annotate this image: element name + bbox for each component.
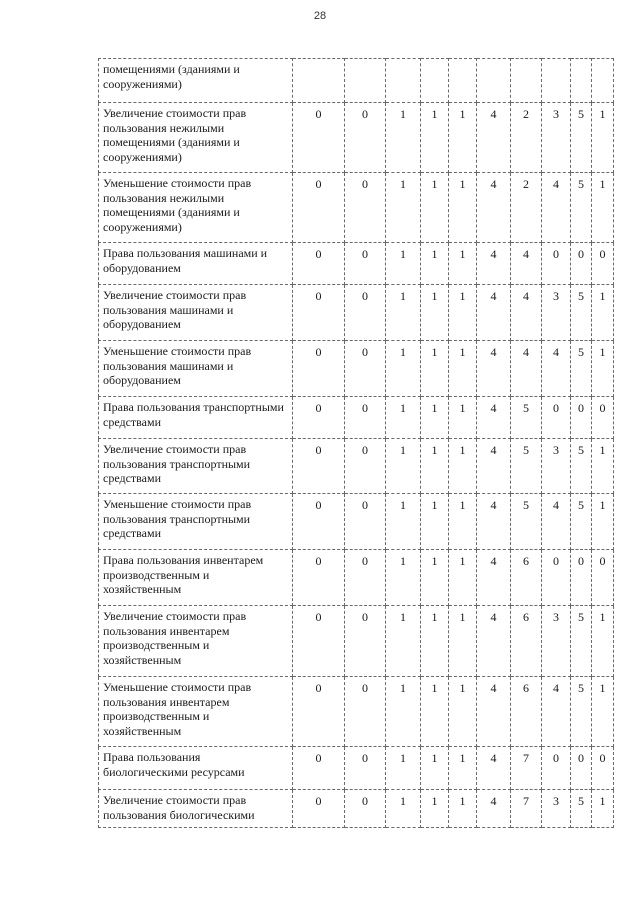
code-cell: 4 — [477, 341, 511, 397]
code-cell: 4 — [477, 747, 511, 790]
table-row — [99, 494, 614, 550]
code-cell: 5 — [571, 606, 592, 677]
code-cell: 0 — [592, 243, 614, 285]
code-cell: 0 — [542, 550, 571, 606]
code-cell: 5 — [571, 285, 592, 341]
code-cell: 1 — [421, 341, 449, 397]
code-cell: 5 — [571, 494, 592, 550]
code-cell: 1 — [449, 103, 477, 173]
code-cell: 5 — [571, 439, 592, 494]
code-cell: 4 — [477, 243, 511, 285]
code-cell: 4 — [477, 606, 511, 677]
table-row — [99, 397, 614, 439]
code-cell: 1 — [449, 494, 477, 550]
table-row — [99, 341, 614, 397]
code-cell: 4 — [477, 173, 511, 243]
code-cell: 7 — [511, 790, 542, 828]
code-cell: 1 — [421, 285, 449, 341]
code-cell: 4 — [477, 790, 511, 828]
code-cell: 0 — [592, 397, 614, 439]
code-cell: 2 — [511, 103, 542, 173]
code-cell: 1 — [421, 790, 449, 828]
code-cell: 4 — [477, 103, 511, 173]
code-cell — [449, 59, 477, 103]
code-cell: 1 — [386, 439, 421, 494]
code-cell: 3 — [542, 606, 571, 677]
row-label: Увеличение стоимости прав пользования машинами и оборудованием — [99, 285, 293, 341]
row-label: Права пользования биологическими ресурсами — [99, 747, 293, 790]
code-cell — [592, 59, 614, 103]
code-cell: 0 — [293, 790, 345, 828]
code-cell: 0 — [293, 397, 345, 439]
code-cell: 4 — [511, 341, 542, 397]
row-label: Уменьшение стоимости прав пользования нежилыми помещениями (зданиями и сооружениями) — [99, 173, 293, 243]
code-cell: 0 — [345, 606, 386, 677]
code-cell: 1 — [449, 397, 477, 439]
code-cell: 1 — [449, 173, 477, 243]
code-cell: 1 — [449, 677, 477, 747]
code-cell: 1 — [592, 341, 614, 397]
code-cell: 5 — [571, 790, 592, 828]
code-cell: 5 — [511, 439, 542, 494]
code-cell: 1 — [386, 103, 421, 173]
code-cell: 3 — [542, 790, 571, 828]
code-cell: 1 — [386, 243, 421, 285]
code-cell: 6 — [511, 550, 542, 606]
code-cell: 0 — [293, 103, 345, 173]
code-cell: 0 — [345, 341, 386, 397]
code-cell: 1 — [386, 341, 421, 397]
code-cell: 0 — [345, 494, 386, 550]
code-cell: 1 — [421, 243, 449, 285]
row-label: Увеличение стоимости прав пользования нежилыми помещениями (зданиями и сооружениями) — [99, 103, 293, 173]
code-cell: 4 — [477, 439, 511, 494]
code-cell: 0 — [345, 173, 386, 243]
code-cell: 1 — [421, 550, 449, 606]
code-cell: 1 — [592, 606, 614, 677]
code-cell: 1 — [449, 606, 477, 677]
code-cell: 1 — [421, 103, 449, 173]
table-row — [99, 173, 614, 243]
code-cell: 0 — [542, 397, 571, 439]
code-cell: 1 — [449, 747, 477, 790]
account-codes-table — [98, 58, 614, 828]
code-cell — [421, 59, 449, 103]
code-cell: 0 — [542, 243, 571, 285]
code-cell: 0 — [345, 103, 386, 173]
code-cell: 1 — [449, 439, 477, 494]
table-row — [99, 606, 614, 677]
code-cell: 0 — [345, 285, 386, 341]
code-cell: 5 — [511, 494, 542, 550]
code-cell: 0 — [293, 173, 345, 243]
code-cell: 0 — [345, 677, 386, 747]
code-cell: 0 — [345, 747, 386, 790]
code-cell: 0 — [542, 747, 571, 790]
code-cell: 0 — [293, 243, 345, 285]
code-cell: 7 — [511, 747, 542, 790]
code-cell: 0 — [293, 550, 345, 606]
page-number: 28 — [313, 10, 327, 22]
code-cell: 1 — [386, 397, 421, 439]
code-cell: 1 — [592, 173, 614, 243]
code-cell: 4 — [511, 285, 542, 341]
row-label: Увеличение стоимости прав пользования транспортными средствами — [99, 439, 293, 494]
code-cell: 4 — [477, 397, 511, 439]
table-row — [99, 59, 614, 103]
code-cell: 0 — [345, 790, 386, 828]
code-cell: 0 — [345, 243, 386, 285]
code-cell: 5 — [511, 397, 542, 439]
code-cell: 1 — [592, 677, 614, 747]
code-cell: 0 — [571, 397, 592, 439]
code-cell: 0 — [571, 747, 592, 790]
code-cell: 0 — [571, 550, 592, 606]
code-cell: 1 — [386, 285, 421, 341]
code-cell: 1 — [386, 790, 421, 828]
code-cell: 5 — [571, 173, 592, 243]
row-label: Права пользования инвентарем производственным и хозяйственным — [99, 550, 293, 606]
code-cell: 0 — [293, 494, 345, 550]
code-cell — [386, 59, 421, 103]
code-cell: 1 — [421, 397, 449, 439]
code-cell: 0 — [345, 550, 386, 606]
table-row — [99, 677, 614, 747]
code-cell: 6 — [511, 677, 542, 747]
code-cell: 6 — [511, 606, 542, 677]
table-row — [99, 790, 614, 828]
code-cell: 3 — [542, 285, 571, 341]
code-cell: 0 — [345, 439, 386, 494]
code-cell: 5 — [571, 103, 592, 173]
code-cell — [345, 59, 386, 103]
code-cell: 0 — [293, 747, 345, 790]
code-cell — [293, 59, 345, 103]
code-cell: 1 — [449, 550, 477, 606]
code-cell: 5 — [571, 677, 592, 747]
code-cell: 0 — [592, 550, 614, 606]
table-row — [99, 550, 614, 606]
code-cell: 3 — [542, 439, 571, 494]
code-cell: 1 — [421, 494, 449, 550]
code-cell: 3 — [542, 103, 571, 173]
code-cell: 1 — [386, 173, 421, 243]
table-row — [99, 439, 614, 494]
code-cell: 1 — [386, 677, 421, 747]
code-cell: 1 — [449, 341, 477, 397]
code-cell: 1 — [449, 790, 477, 828]
code-cell: 4 — [542, 173, 571, 243]
code-cell: 1 — [386, 747, 421, 790]
row-label: Уменьшение стоимости прав пользования инвентарем производственным и хозяйственным — [99, 677, 293, 747]
code-cell: 1 — [421, 606, 449, 677]
code-cell: 1 — [386, 494, 421, 550]
code-cell: 4 — [477, 494, 511, 550]
row-label: Права пользования машинами и оборудованием — [99, 243, 293, 285]
row-label: Уменьшение стоимости прав пользования машинами и оборудованием — [99, 341, 293, 397]
row-label: Права пользования транспортными средствами — [99, 397, 293, 439]
code-cell: 4 — [477, 285, 511, 341]
code-cell: 1 — [449, 243, 477, 285]
code-cell: 1 — [386, 606, 421, 677]
code-cell: 0 — [592, 747, 614, 790]
code-cell: 0 — [293, 285, 345, 341]
code-cell: 4 — [542, 341, 571, 397]
row-label: Уменьшение стоимости прав пользования транспортными средствами — [99, 494, 293, 550]
code-cell: 1 — [592, 439, 614, 494]
code-cell: 1 — [421, 677, 449, 747]
code-cell — [542, 59, 571, 103]
code-cell: 0 — [293, 677, 345, 747]
code-cell: 4 — [477, 677, 511, 747]
code-cell: 0 — [571, 243, 592, 285]
code-cell: 1 — [421, 439, 449, 494]
table-row — [99, 103, 614, 173]
code-cell: 1 — [421, 173, 449, 243]
table-row — [99, 747, 614, 790]
code-cell: 0 — [293, 439, 345, 494]
code-cell: 5 — [571, 341, 592, 397]
code-cell: 2 — [511, 173, 542, 243]
table-row — [99, 285, 614, 341]
row-label: Увеличение стоимости прав пользования инвентарем производственным и хозяйственным — [99, 606, 293, 677]
code-cell: 0 — [345, 397, 386, 439]
row-label: Увеличение стоимости прав пользования биологическими — [99, 790, 293, 828]
code-cell: 0 — [293, 341, 345, 397]
code-cell: 1 — [421, 747, 449, 790]
code-cell: 1 — [449, 285, 477, 341]
code-cell: 4 — [477, 550, 511, 606]
code-cell: 1 — [592, 103, 614, 173]
code-cell: 4 — [542, 677, 571, 747]
table-row — [99, 243, 614, 285]
code-cell: 1 — [592, 790, 614, 828]
code-cell — [477, 59, 511, 103]
code-cell — [571, 59, 592, 103]
code-cell — [511, 59, 542, 103]
code-cell: 1 — [592, 494, 614, 550]
code-cell: 4 — [542, 494, 571, 550]
code-cell: 4 — [511, 243, 542, 285]
code-cell: 0 — [293, 606, 345, 677]
code-cell: 1 — [386, 550, 421, 606]
code-cell: 1 — [592, 285, 614, 341]
row-label: помещениями (зданиями и сооружениями) — [99, 59, 293, 103]
